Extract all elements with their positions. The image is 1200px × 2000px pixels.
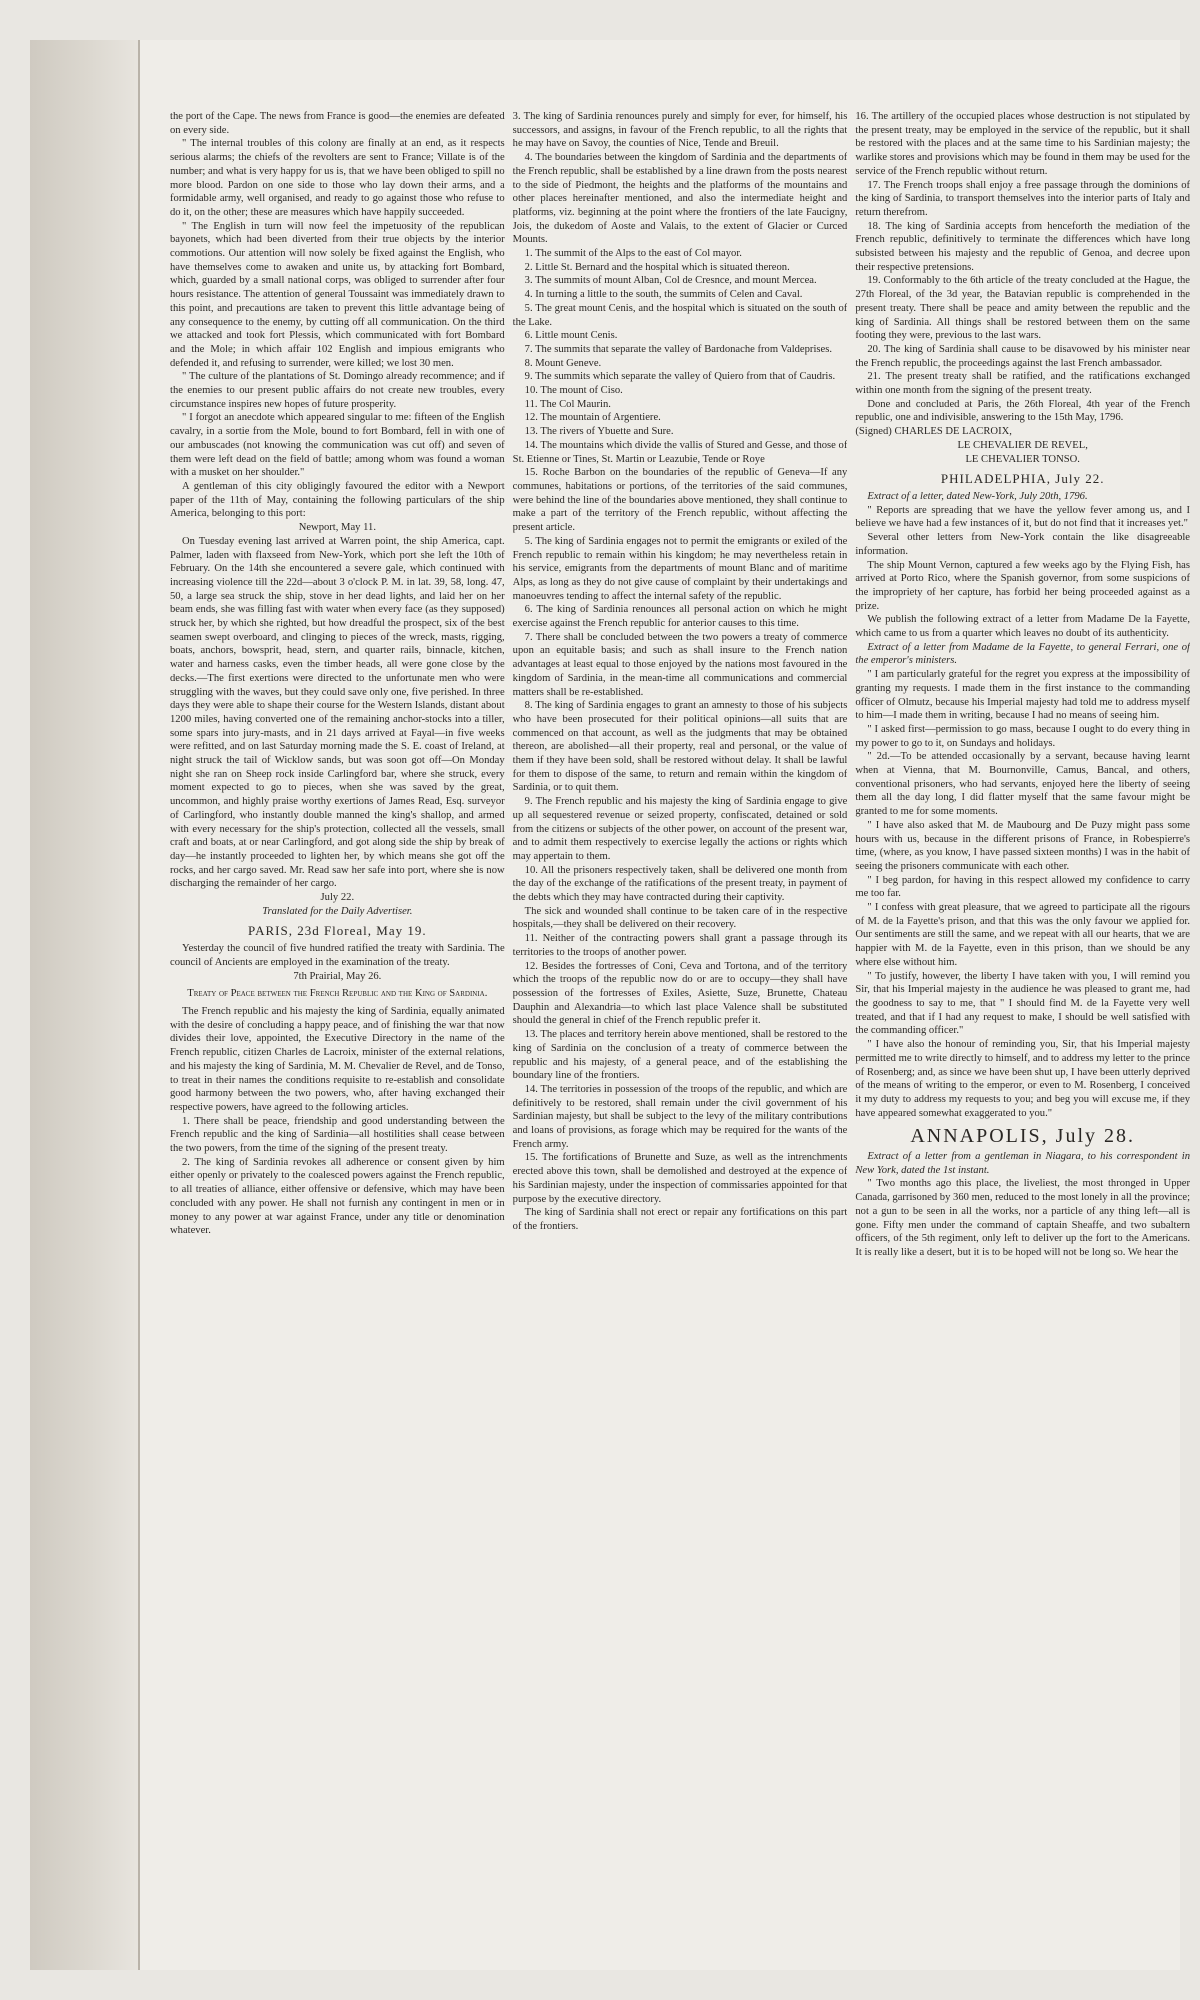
paragraph: Treaty of Peace between the French Republic and the King of Sardinia. xyxy=(187,988,488,1000)
paragraph: Extract of a letter from a gentleman in Niagara, to his correspondent in New York, dated the 1st instant. xyxy=(855,1151,1191,1176)
paragraph: 8. Mount Geneve. xyxy=(524,357,602,369)
paragraph: 15. The fortifications of Brunette and Suze, as well as the intrenchments erected above this town, shall be demolished and destroyed at the expence of his Sardinian majesty, under the inspection of commissaries appointed for that purpose by the executive directory. xyxy=(512,1152,848,1205)
paragraph: 7th Prairial, May 26. xyxy=(293,970,382,982)
column-1 xyxy=(170,110,505,1950)
paragraph: 6. The king of Sardinia renounces all personal action on which he might exercise against the French republic for anterior causes to this time. xyxy=(512,604,848,630)
paragraph: 3. The summits of mount Alban, Col de Cresnce, and mount Mercea. xyxy=(524,275,817,287)
paragraph: " The internal troubles of this colony are finally at an end, as it respects serious alarms; the chiefs of the revolters are sent to France; Villate is of the number; and what is very happy for us is, that we have been obliged to spill no more blood. Pardon on one side to those who lay down their arms, and a formidable army, well organised, and ready to go against those who refuse to do it, on the other; these are measures which have happily succeeded. xyxy=(170,138,505,218)
paragraph: " I beg pardon, for having in this respect allowed my confidence to carry me too far. xyxy=(855,874,1191,900)
paragraph: Newport, May 11. xyxy=(298,522,376,534)
paragraph: 17. The French troops shall enjoy a free passage through the dominions of the king of Sardinia, to transport themselves into the interior parts of Italy and return therefrom. xyxy=(855,179,1191,218)
paragraph: " I forgot an anecdote which appeared singular to me: fifteen of the English cavalry, in a sortie from the Mole, bound to fort Bombard, fell in with one of our ambuscades (not knowing the communication was cut off) and seven of them were left dead on the field of battle; among whom was found a woman with a musket on her shoulder." xyxy=(170,412,505,479)
paragraph: " Reports are spreading that we have the yellow fever among us, and I believe we have had a few instances of it, but do not find that it increases yet." xyxy=(855,504,1191,530)
paragraph: The sick and wounded shall continue to be taken care of in the respective hospitals,—they shall be delivered on their recovery. xyxy=(512,905,848,931)
paragraph: 19. Conformably to the 6th article of the treaty concluded at the Hague, the 27th Floreal, of the 3d year, the Batavian republic is comprehended in the present treaty. There shall be peace and amity between the republic and the king of Sardinia. All things shall be restored between them on the same footing they were, previous to the last wars. xyxy=(855,275,1191,342)
paragraph: 21. The present treaty shall be ratified, and the ratifications exchanged within one month from the signing of the present treaty. xyxy=(855,371,1191,397)
paragraph: " I have also asked that M. de Maubourg and De Puzy might pass some hours with us, because in the different prisons of France, in Robespierre's time, (where, as you know, I have passed sixteen months) I was in the habit of seeing the prisoners communicate with each other. xyxy=(855,819,1191,872)
paragraph: Done and concluded at Paris, the 26th Floreal, 4th year of the French republic, one and indivisible, answering to the 15th May, 1796. xyxy=(855,398,1191,424)
paragraph: 9. The French republic and his majesty the king of Sardinia engage to give up all sequestered revenue or seized property, confiscated, detained or sold from the citizens or subjects of the other power, on account of the present war, and to admit them respectively to exercise legally the actions or rights which may appertain to them. xyxy=(512,796,848,862)
paragraph: LE CHEVALIER DE REVEL, xyxy=(957,439,1088,451)
paragraph: 20. The king of Sardinia shall cause to be disavowed by his minister near the French republic, the proceedings against the last French ambassador. xyxy=(855,343,1191,369)
paragraph: 16. The artillery of the occupied places whose destruction is not stipulated by the present treaty, may be employed in the service of the republic, but it shall be restored with the places and at the same time to his Sardinian majesty; the warlike stores and provisions which may be found in them may be used for the service of the French republic without return. xyxy=(855,111,1191,177)
paragraph: PHILADELPHIA, July 22. xyxy=(940,471,1105,487)
paragraph: ANNAPOLIS, July 28. xyxy=(910,1125,1136,1148)
paragraph: The French republic and his majesty the king of Sardinia, equally animated with the desire of concluding a happy peace, and of finishing the war that now divides their love, appointed, the Executive Directory in the name of the French republic, citizen Charles de Lacroix, minister of the external relations, and his majesty the king of Sardinia, M. M. Chevalier de Revel, and de Tonso, to treat in their names the conditions requisite to re-establish and consolidate good harmony between the two powers, who, after having exchanged their respective powers, have agreed to the following articles. xyxy=(170,1006,505,1113)
paragraph: 13. The places and territory herein above mentioned, shall be restored to the king of Sardinia on the conclusion of a treaty of commerce between the republic and his majesty, of a general peace, and of the establishing the boundary line of the frontiers. xyxy=(512,1029,848,1082)
paragraph: 10. All the prisoners respectively taken, shall be delivered one month from the day of the exchange of the ratifications of the present treaty, in payment of the debts which they may have contracted during their captivity. xyxy=(512,864,848,904)
column-3 xyxy=(855,110,1190,1950)
paragraph: 18. The king of Sardinia accepts from henceforth the mediation of the French republic, definitively to terminate the differences which have long subsisted between his majesty and the republic of Genoa, and decree upon their respective pretensions. xyxy=(855,220,1191,273)
paragraph: 13. The rivers of Ybuette and Sure. xyxy=(524,426,674,438)
paragraph: 14. The territories in possession of the troops of the republic, and which are definitively to be restored, shall remain under the civil government of his Sardinian majesty, but shall be subject to the levy of the military contributions and loans of provisions, as forage which may be required for the wants of the French army. xyxy=(512,1083,848,1150)
paragraph: " I have also the honour of reminding you, Sir, that his Imperial majesty permitted me to write directly to himself, and to address my letter to the prince of Rosenberg; and, as since we have been shut up, I have been utterly deprived of the means of writing to the emperor, or even to M. Rosenberg, I conceived it my duty to address my requests to you; and beg you will excuse me, if they have appeared somewhat exaggerated to you." xyxy=(855,1039,1191,1119)
paragraph: The king of Sardinia shall not erect or repair any fortifications on this part of the frontiers. xyxy=(512,1207,848,1232)
paragraph: A gentleman of this city obligingly favoured the editor with a Newport paper of the 11th of May, containing the following particulars of the ship America, belonging to this port: xyxy=(170,480,505,520)
paragraph: 11. Neither of the contracting powers shall grant a passage through its territories to the troops of another power. xyxy=(512,933,848,958)
paragraph: 15. Roche Barbon on the boundaries of the republic of Geneva—If any communes, habitations or portions, of the territories of the said communes, were behind the line of the boundaries above mentioned, they shall continue to make a part of the territory of the French republic, without affecting the present article. xyxy=(512,467,848,534)
paragraph: 6. Little mount Cenis. xyxy=(524,330,618,342)
paragraph: Extract of a letter from Madame de la Fayette, to general Ferrari, one of the emperor's ministers. xyxy=(855,641,1191,667)
paragraph: PARIS, 23d Floreal, May 19. xyxy=(248,923,427,939)
paragraph: " To justify, however, the liberty I have taken with you, I will remind you Sir, that his Imperial majesty in the audience he was pleased to grant me, had the goodness to say to me, that " I should find M. de la Fayette very well treated, and that if I had any request to make, I should be well satisfied with the commanding officer." xyxy=(855,970,1191,1037)
article-columns xyxy=(170,110,1190,1950)
paragraph: 5. The great mount Cenis, and the hospital which is situated on the south of the Lake. xyxy=(512,302,848,328)
paragraph: " The culture of the plantations of St. Domingo already recommence; and if the enemies to our present public affairs do not create new troubles, every circumstance inspires new hopes of future prosperity. xyxy=(170,371,505,410)
paragraph: 5. The king of Sardinia engages not to permit the emigrants or exiled of the French republic to remain within his kingdom; he may nevertheless retain in his service, emigrants from the departments of mount Blanc and of maritime Alps, as long as they do not give cause of complaint by their undertakings and manoeuvres tending to affect the internal safety of the republic. xyxy=(512,535,848,602)
paragraph: Yesterday the council of five hundred ratified the treaty with Sardinia. The council of Ancients are employed in the examination of the treaty. xyxy=(170,943,505,968)
paragraph: " 2d.—To be attended occasionally by a servant, because having learnt when at Vienna, that M. Bournonville, Camus, Bancal, and others, conventional prisoners, who had servants, enjoyed here the liberty of seeing them all the day long, I did flatter myself that the same favour might be granted to me for some moments. xyxy=(855,751,1191,818)
paragraph: " I asked first—permission to go mass, because I ought to do every thing in my power to go to it, on Sundays and holidays. xyxy=(855,723,1191,749)
paragraph: 12. Besides the fortresses of Coni, Ceva and Tortona, and of the territory which the troops of the republic now do or are to occupy—they shall have possession of the fortresses of Exiles, Asiette, Suze, Brunette, Chateau Dauphin and Alexandria—to which last place Valence shall be substituted should the general in chief of the French republic prefer it. xyxy=(512,960,848,1027)
paragraph: (Signed) CHARLES DE LACROIX, xyxy=(855,426,1012,438)
paragraph: 9. The summits which separate the valley of Quiero from that of Caudris. xyxy=(524,371,836,383)
paragraph: 2. Little St. Bernard and the hospital which is situated thereon. xyxy=(524,261,790,273)
paragraph: " I am particularly grateful for the regret you express at the impossibility of granting my requests. I made them in the first instance to the commanding officer of Olmutz, because his Imperial majesty had told me to address myself to him—I made them in writing, because I had no means of seeing him. xyxy=(855,669,1191,722)
paragraph: We publish the following extract of a letter from Madame De la Fayette, which came to us from a quarter which leaves no doubt of its authenticity. xyxy=(855,614,1191,640)
binding-edge xyxy=(138,40,140,1970)
paragraph: 7. The summits that separate the valley of Bardonache from Valdeprises. xyxy=(524,343,832,355)
paragraph: " The English in turn will now feel the impetuosity of the republican bayonets, which had been diverted from their true objects by the interior commotions. Our attention will now solely be fixed against the English, who have themselves come to awaken and unite us, by attacking fort Bombard, which, guarded by a small national corps, was obliged to surrender after four hours resistance. The attention of general Toussaint was immediately drawn to this point, and precautions are taken to prevent this little advantage being of any consequence to the enemy, by cutting off all communication. On the third we attacked and took fort Plessis, which communicated with fort Bombard and the Mole; in which affair 102 English and impious emigrants who defended it, and refusing to surrender, were killed; we lost 30 men. xyxy=(170,220,505,369)
paragraph: 8. The king of Sardinia engages to grant an amnesty to those of his subjects who have been prosecuted for their political opinions—all suits that are commenced on that account, as well as the judgments that may be obtained thereon, are abolished—all their property, real and personal, or the value of them if they have been sold, shall be restored without delay. It shall be lawful for them to dispose of the same, to return and remain within the kingdom of Sardinia, or to quit them. xyxy=(512,700,848,794)
paragraph: The ship Mount Vernon, captured a few weeks ago by the Flying Fish, has arrived at Porto Rico, where the Spanish governor, from some suspicions of the impropriety of her capture, has forbid her being proceeded against as a prize. xyxy=(855,559,1191,612)
page-binding xyxy=(30,40,140,1970)
paragraph: 14. The mountains which divide the vallis of Stured and Gesse, and those of St. Etienne or Tines, St. Martin or Leazubie, Tende or Roye xyxy=(512,439,848,465)
newspaper-page xyxy=(30,40,1191,1970)
paragraph: 12. The mountain of Argentiere. xyxy=(524,412,661,424)
paragraph: 3. The king of Sardinia renounces purely and simply for ever, for himself, his successors, and assigns, in favour of the French republic, to all the rights that he may have on Savoy, the counties of Nice, Tende and Breuil. xyxy=(512,111,848,150)
paragraph: 1. The summit of the Alps to the east of Col mayor. xyxy=(524,248,742,260)
paragraph: 4. In turning a little to the south, the summits of Celen and Caval. xyxy=(524,289,803,301)
paragraph: " I confess with great pleasure, that we agreed to participate all the rigours of M. de la Fayette's prison, and that this was the only favour we applied for. Our sentiments are still the same, and we repeat with all our hearts, that we are happier with M. de la Fayette, even in this prison, than we should be any where else without him. xyxy=(855,902,1191,968)
paragraph: the port of the Cape. The news from France is good—the enemies are defeated on every side. xyxy=(170,111,505,136)
column-2 xyxy=(513,110,848,1950)
paragraph: 10. The mount of Ciso. xyxy=(524,385,623,397)
paragraph: On Tuesday evening last arrived at Warren point, the ship America, capt. Palmer, laden with flaxseed from New-York, which port she left the 10th of February. On the 14th she encountered a severe gale, which continued with increasing violence till the 22d—about 3 o'clock P. M. in lat. 39, 58, long. 47, 50, a large sea struck the ship, stove in her dead lights, and laid her on her beam ends, she was filling fast with water when every face (as they supposed) struck her, by which she righted, but how dreadful the prospect, six of the best seamen swept overboard, and clinging to pieces of the wreck, masts, rigging, boats, anchors, bowsprit, head, stern, and quarter rails, binnacle, kitchen, water and harness casks, even the timber heads, all were gone close by the decks.—The first exertions were directed to the unfortunate men who were struggling with the waves, but they could save only one, five perished. In three days they were able to shape their course for the Western Islands, distant about 1200 miles, having converted one of the remaining anchor-stocks into a tiller, some spars into jury-masts, and in 21 days arrived at Fayal—in five weeks were refitted, and on last Saturday morning made the S. E. coast of Ireland, at night struck the tail of Wicklow sands, but was soon got off—On Monday night she ran on Sheep rock inside Carlingford bar, where she struck, every moment expected to go to pieces, when she was saved by the great, uncommon, and highly praise worthy exertions of James Read, Esq. surveyor of Carlingford, who instantly double manned the king's shallop, and armed with every necessary for the ship's protection, collected all the vessels, small craft and boats, at or near Carlingford, and got along side the ship by break of day—he instantly proceeded to lighten her, by which means she got off the rocks, and her cargo saved. Mr. Read saw her safe into port, where she is now discharging the remainder of her cargo. xyxy=(170,535,505,890)
paragraph: Several other letters from New-York contain the like disagreeable information. xyxy=(855,532,1191,557)
paragraph: 1. There shall be peace, friendship and good understanding between the French republic and the king of Sardinia—all hostilities shall cease between the two powers, from the time of the signing of the present treaty. xyxy=(170,1115,505,1155)
paragraph: 4. The boundaries between the kingdom of Sardinia and the departments of the French republic, shall be established by a line drawn from the posts nearest to the side of Piedmont, the heights and the platforms of the mountains and other places hereinafter mentioned, and also the intermediate height and platforms, viz. beginning at the point where the frontiers of the late Faucigny, Jois, the dukedom of Aoste and Valais, to the extent of Glacier or Curced Mounts. xyxy=(512,152,848,246)
paragraph: Translated for the Daily Advertiser. xyxy=(262,905,413,917)
paragraph: " Two months ago this place, the liveliest, the most thronged in Upper Canada, garrisoned by 360 men, reduced to the most lonely in all the province; not a gun to be seen in all the works, nor a particle of any thing left—all is gone. Fifty men under the command of captain Sheaffe, and two subaltern officers, of the 5th regiment, only left to deliver up the fort to the Americans. It is really like a desert, but it is to be hoped will not be long so. We hear the xyxy=(855,1178,1191,1258)
paragraph: 2. The king of Sardinia revokes all adherence or consent given by him either openly or privately to the coalesced powers against the French republic, to all treaties of alliance, either offensive or defensive, which may have been concluded with any power. He shall not furnish any contingent in men or in money to any power at war against France, under any title or denomination whatever. xyxy=(170,1156,505,1237)
paragraph: 11. The Col Maurin. xyxy=(524,398,611,410)
paragraph: Extract of a letter, dated New-York, July 20th, 1796. xyxy=(867,490,1088,502)
paragraph: LE CHEVALIER TONSO. xyxy=(965,453,1080,465)
paragraph: July 22. xyxy=(320,892,355,904)
paragraph: 7. There shall be concluded between the two powers a treaty of commerce upon an equitable basis; and such as shall insure to the French nation advantages at least equal to those enjoyed by the nations most favoured in the kingdom of Sardinia, in the mean-time all communications and commercial matters shall be re-established. xyxy=(512,631,848,698)
